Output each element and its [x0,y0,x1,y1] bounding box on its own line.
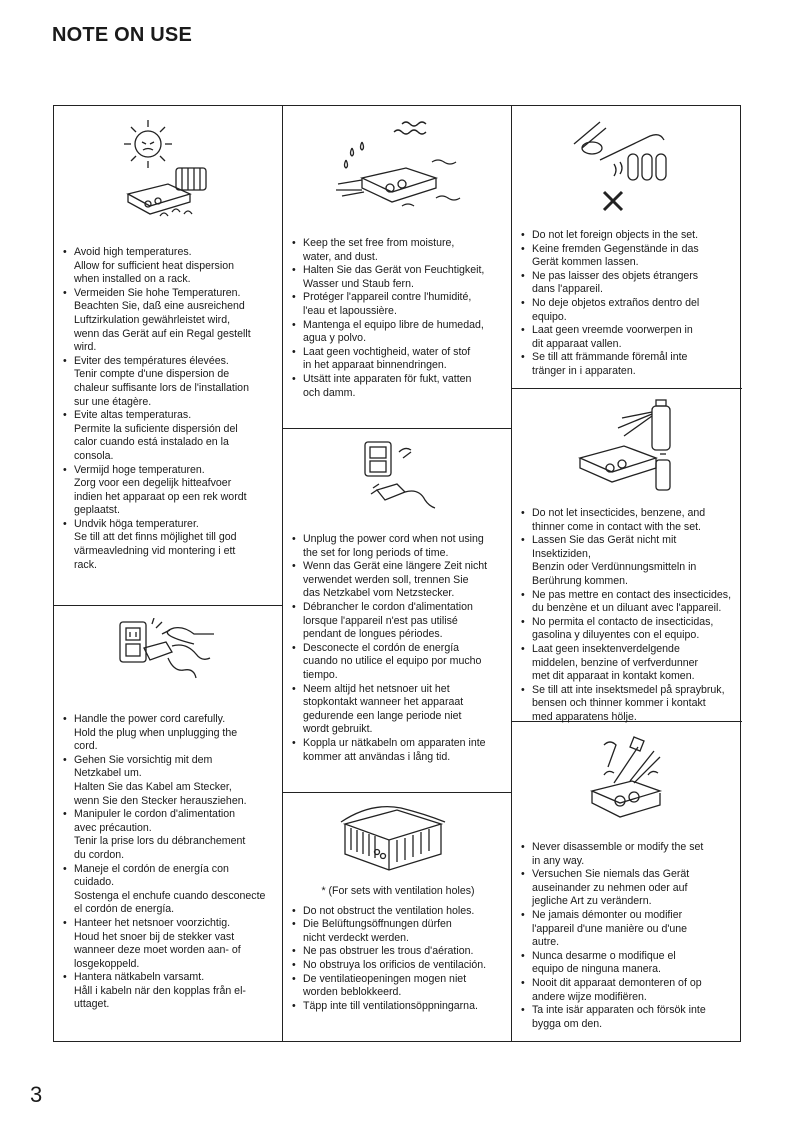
list-item: • Do not let foreign objects in the set. [521,229,735,243]
list-item: • Ne jamais démonter ou modifier l'appareil d'une manière ou d'une autre. [521,909,735,950]
ventilation-illustration [337,804,447,874]
list-item: • Laat geen vreemde voorwerpen in dit apparaat vallen. [521,324,735,351]
moisture-illustration [332,118,462,218]
list-item: • Laat geen insektenverdelgende middelen, benzine of verfverdunner met dit apparaat in kontakt komen. [521,643,735,684]
list-item: • No obstruya los orificios de ventilación. [292,959,504,973]
water-dust-unit-icon [332,118,462,218]
disassemble-illustration [574,731,674,831]
list-item: • Versuchen Sie niemals das Gerät auseinander zu nehmen oder auf jegliche Art zu verändern. [521,868,735,909]
list-item: • Wenn das Gerät eine längere Zeit nicht verwendet werden soll, trennen Sie das Netzkabel vom Netzstecker. [292,560,504,601]
insecticide-illustration [566,398,676,498]
list-item: • Täpp inte till ventilationsöppningarna. [292,1000,504,1014]
text-block-unplug [292,533,504,764]
tools-unit-icon [574,731,674,831]
row-divider [282,792,511,793]
list-item: • Do not obstruct the ventilation holes. [292,905,504,919]
list-item: • Vermeiden Sie hohe Temperaturen. Beachten Sie, daß eine ausreichend Luftzirkulation gewährleistet wird, wenn das Gerät auf ein Regal gestellt wird. [63,287,275,355]
list-item: • Halten Sie das Gerät von Feuchtigkeit, Wasser und Staub fern. [292,264,504,291]
coins-pins-icon [564,114,674,214]
foreign-objects-illustration [564,114,674,214]
text-block-moisture [292,237,504,400]
list-item: • Unplug the power cord when not using the set for long periods of time. [292,533,504,560]
list-item: • Se till att inte insektsmedel på spraybruk, bensen och thinner kommer i kontakt med apparatens hölje. [521,684,735,725]
row-divider [54,605,282,606]
list-item: • Vermijd hoge temperaturen. Zorg voor een degelijk hitteafvoer indien het apparaat op een rek wordt geplaatst. [63,464,275,518]
notes-grid [53,105,741,1042]
list-item: • Ne pas mettre en contact des insecticides, du benzène et un diluant avec l'appareil. [521,589,735,616]
list-item: • Se till att främmande föremål inte tränger in i apparaten. [521,351,735,378]
list-item: • Lassen Sie das Gerät nicht mit Insektiziden, Benzin oder Verdünnungsmitteln in Berührung kommen. [521,534,735,588]
page-number: 3 [30,1082,43,1107]
list-item: • Evite altas temperaturas. Permite la suficiente dispersión del calor cuando está instalado en la consola. [63,409,275,463]
column-divider [282,106,283,1041]
list-item: • Hanteer het netsnoer voorzichtig. Houd het snoer bij de stekker vast wanneer deze moet worden aan- of losgekoppeld. [63,917,275,971]
text-block-high-temperatures [63,246,275,572]
list-item: • Hantera nätkabeln varsamt. Håll i kabeln när den kopplas från el- uttaget. [63,971,275,1012]
outlet-plug-icon [116,618,216,698]
unplug-illustration [359,438,439,518]
list-item: • Maneje el cordón de energía con cuidado. Sostenga el enchufe cuando desconecte el cordón de energía. [63,863,275,917]
text-block-insecticides [521,507,735,725]
list-item: • Gehen Sie vorsichtig mit dem Netzkabel um. Halten Sie das Kabel am Stecker, wenn Sie den Stecker herausziehen. [63,754,275,808]
heat-illustration [114,116,224,226]
list-item: • No permita el contacto de insecticidas, gasolina y diluyentes con el equipo. [521,616,735,643]
covered-vents-icon [337,804,447,874]
list-item: • Undvik höga temperaturer. Se till att det finns möjlighet till god värmeavledning vid montering i ett rack. [63,518,275,572]
outlet-unplugged-icon [359,438,439,518]
list-item: • De ventilatieopeningen mogen niet worden beblokkeerd. [292,973,504,1000]
list-item: • Laat geen vochtigheid, water of stof in het apparaat binnendringen. [292,346,504,373]
list-item: • Utsätt inte apparaten för fukt, vatten och damm. [292,373,504,400]
list-item: • Desconecte el cordón de energía cuando no utilice el equipo por mucho tiempo. [292,642,504,683]
list-item: • Eviter des températures élevées. Tenir compte d'une dispersion de chaleur suffisante lors de l'installation sur une étagère. [63,355,275,409]
list-item: • Ta inte isär apparaten och försök inte bygga om den. [521,1004,735,1031]
list-item: • Avoid high temperatures. Allow for sufficient heat dispersion when installed on a rack. [63,246,275,287]
text-block-ventilation [292,885,504,1013]
list-item: • Nunca desarme o modifique el equipo de ninguna manera. [521,950,735,977]
list-item: • Do not let insecticides, benzene, and thinner come in contact with the set. [521,507,735,534]
list-item: • No deje objetos extraños dentro del equipo. [521,297,735,324]
sun-heating-unit-icon [114,116,224,226]
list-item: • Nooit dit apparaat demonteren of op andere wijze modifiëren. [521,977,735,1004]
list-item: • Manipuler le cordon d'alimentation avec précaution. Tenir la prise lors du débranchement du cordon. [63,808,275,862]
list-item: • Never disassemble or modify the set in any way. [521,841,735,868]
ventilation-note: * (For sets with ventilation holes) [321,885,475,897]
list-item: • Ne pas laisser des objets étrangers dans l'appareil. [521,270,735,297]
list-item: • Protéger l'appareil contre l'humidité, l'eau et lapoussière. [292,291,504,318]
list-item: • Die Belüftungsöffnungen dürfen nicht verdeckt werden. [292,918,504,945]
column-divider [511,106,512,1041]
row-divider [511,388,742,389]
list-item: • Débrancher le cordon d'alimentation lorsque l'appareil n'est pas utilisé pendant de longues périodes. [292,601,504,642]
list-item: • Keep the set free from moisture, water, and dust. [292,237,504,264]
power-cord-illustration [116,618,216,698]
list-item: • Mantenga el equipo libre de humedad, agua y polvo. [292,319,504,346]
list-item: • Ne pas obstruer les trous d'aération. [292,945,504,959]
spray-can-unit-icon [566,398,676,498]
list-item: • Neem altijd het netsnoer uit het stopkontakt wanneer het apparaat gedurende een lange periode niet wordt gebruikt. [292,683,504,737]
row-divider [282,428,511,429]
text-block-foreign-objects [521,229,735,379]
list-item: • Koppla ur nätkabeln om apparaten inte kommer att användas i lång tid. [292,737,504,764]
text-block-power-cord [63,713,275,1012]
list-item: • Keine fremden Gegenstände in das Gerät kommen lassen. [521,243,735,270]
page-title: NOTE ON USE [52,24,192,46]
text-block-disassemble [521,841,735,1031]
list-item: • Handle the power cord carefully. Hold the plug when unplugging the cord. [63,713,275,754]
